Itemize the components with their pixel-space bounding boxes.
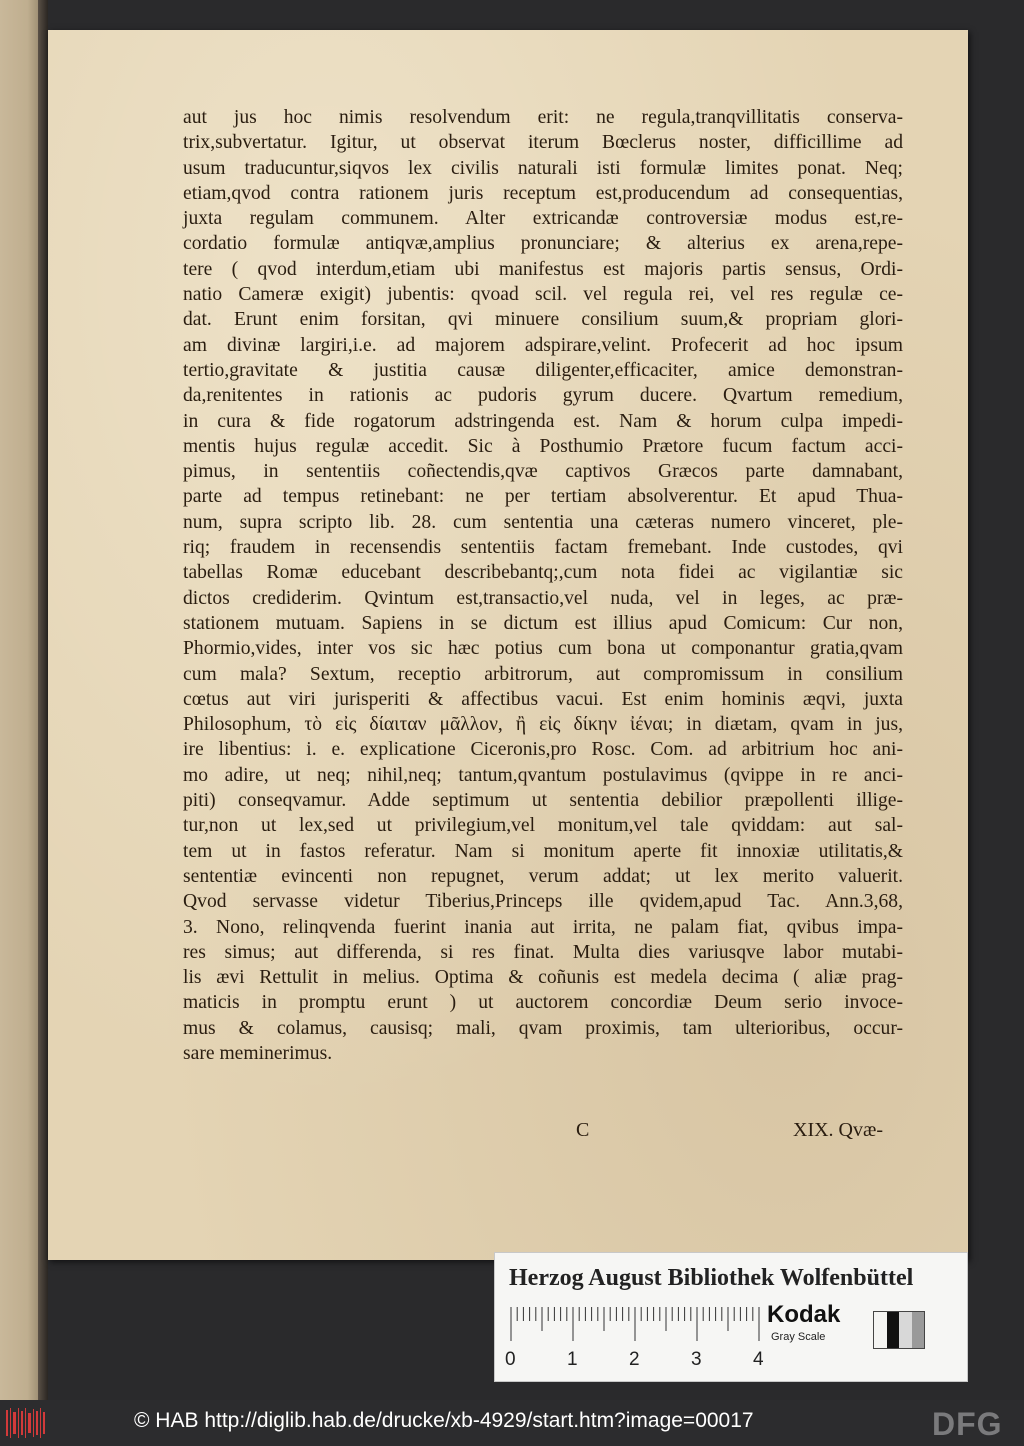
text-line: usum traducuntur,siqvos lex civilis naturali isti formulæ limites ponat. Neq; [183, 157, 903, 179]
library-color-card [494, 1252, 968, 1382]
text-line: sare meminerimus. [183, 1042, 333, 1064]
text-line: tertio,gravitate & justitia causæ diligenter,efficaciter, amice demonstran- [183, 359, 903, 381]
text-line: dictos crediderim. Qvintum est,transactio,vel nuda, vel in leges, ac præ- [183, 587, 903, 609]
text-line: res simus; aut differenda, si res finat. Multa dies variusqve labor mutabi- [183, 941, 903, 963]
text-line: tem ut in fastos referatur. Nam si monitum aperte fit innoxiæ utilitatis,& [183, 840, 903, 862]
ruler-label: 1 [567, 1349, 578, 1370]
text-line: cordatio formulæ antiqvæ,amplius pronunciare; & alterius ex arena,repe- [183, 233, 903, 255]
text-line: pimus, in sententiis coñectendis,qvæ captivos Græcos parte damnabant, [183, 461, 903, 483]
text-line: piti) conseqvamur. Adde septimum ut sententia debilior præpollenti illige- [183, 790, 903, 812]
text-line: mo adire, ut neq; nihil,neq; tantum,qvantum postulavimus (qvippe in re anci- [183, 764, 903, 786]
text-line: natio Cameræ exigit) jubentis: qvoad scil. vel regula rei, vel res regulæ ce- [183, 284, 903, 306]
library-name: Herzog August Bibliothek Wolfenbüttel [509, 1265, 914, 1291]
viewer-footer [0, 1400, 1024, 1446]
page-footer [183, 1119, 883, 1149]
dfg-logo: DFG [932, 1406, 1003, 1442]
text-line: cœtus aut viri jurisperiti & affectibus vacui. Est enim hominis æqvi, juxta [183, 688, 903, 710]
text-line: tur,non ut lex,sed ut privilegium,vel monitum,vel tale qviddam: aut sal- [183, 815, 903, 837]
text-line: maticis in promptu erunt ) ut auctorem concordiæ Deum serio invoce- [183, 992, 903, 1014]
text-line: ire libentius: i. e. explicatione Ciceronis,pro Rosc. Com. ad arbitrium hoc ani- [183, 739, 903, 761]
text-line: tabellas Romæ educebant describebantq;,cum nota fidei ac vigilantiæ sic [183, 562, 903, 584]
kodak-logo: Kodak [767, 1301, 841, 1328]
ruler-label: 3 [691, 1349, 702, 1370]
text-line: trix,subvertatur. Igitur, ut observat iterum Bœclerus noster, difficillime ad [183, 132, 903, 154]
ruler-label: 4 [753, 1349, 764, 1370]
text-line: juxta regulam communem. Alter extricandæ controversiæ modus est,re- [183, 208, 903, 230]
text-line: Qvod servasse videtur Tiberius,Princeps ille qvidem,apud Tac. Ann.3,68, [183, 891, 903, 913]
book-page [48, 30, 968, 1260]
text-line: lis ævi Rettulit in melius. Optima & coñunis est medela decima ( aliæ prag- [183, 967, 903, 989]
text-line: da,renitentes in rationis ac pudoris gyrum ducere. Qvartum remedium, [183, 385, 903, 407]
text-line: sententiæ evincenti non repugnet, verum addat; ut lex merito valuerit. [183, 865, 903, 887]
text-line: am divinæ largiri,i.e. ad majorem adspirare,velint. Profecerit ad hoc ipsum [183, 334, 903, 356]
barcode-icon [6, 1408, 46, 1438]
gray-swatches [873, 1311, 925, 1349]
text-line: stationem mutuam. Sapiens in se dictum est illius apud Comicum: Cur non, [183, 612, 903, 634]
text-line: in cura & fide rogatorum adstringenda est. Nam & horum culpa impedi- [183, 410, 903, 432]
text-line: aut jus hoc nimis resolvendum erit: ne regula,tranqvillitatis conserva- [183, 107, 903, 128]
text-line: Phormio,vides, inter vos sic hæc potius cum bona ut componantur gratia,qvam [183, 638, 903, 660]
text-line: tere ( qvod interdum,etiam ubi manifestus est majoris partis sensus, Ordi- [183, 258, 903, 280]
ruler-label: 2 [629, 1349, 640, 1370]
gray-scale-label: Gray Scale [771, 1331, 826, 1343]
text-line: dat. Erunt enim forsitan, qvi minuere consilium suum,& propriam glori- [183, 309, 903, 331]
catchword: XIX. Qvæ- [793, 1119, 883, 1141]
signature-mark: C [576, 1119, 590, 1141]
text-line: mus & colamus, causisq; mali, qvam proximis, tam ulterioribus, occur- [183, 1017, 903, 1039]
page-text [183, 105, 903, 1066]
copyright-link[interactable]: © HAB http://diglib.hab.de/drucke/xb-4929/start.htm?image=00017 [134, 1409, 754, 1432]
text-line: num, supra scripto lib. 28. cum sententia una cæteras numero vinceret, ple- [183, 511, 903, 533]
text-line: 3. Nono, relinqvenda fuerint inania aut irrita, ne palam fiat, qvibus impa- [183, 916, 903, 938]
text-line: parte ad tempus retinebant: ne per tertiam absolverentur. Et apud Thua- [183, 486, 903, 508]
text-line: etiam,qvod contra rationem juris receptum est,producendum ad consequentias, [183, 182, 903, 204]
text-line: cum mala? Sextum, receptio arbitrorum, aut compromissum in consilium [183, 663, 903, 685]
ruler-label: 0 [505, 1349, 516, 1370]
text-line: riq; fraudem in recensendis sententiis factam fremebant. Inde custodes, qvi [183, 537, 903, 559]
ruler-scale [509, 1305, 765, 1341]
binding-fold [38, 0, 48, 1400]
ruler-labels [505, 1349, 765, 1373]
text-line: mentis hujus regulæ accedit. Sic à Posthumio Prætore fucum factum acci- [183, 435, 903, 457]
text-line: Philosophum, τὸ εἰς δίαιταν μᾶλλον, ἢ εἰς δίκην ἰέναι; in diætam, qvam in jus, [183, 714, 903, 736]
